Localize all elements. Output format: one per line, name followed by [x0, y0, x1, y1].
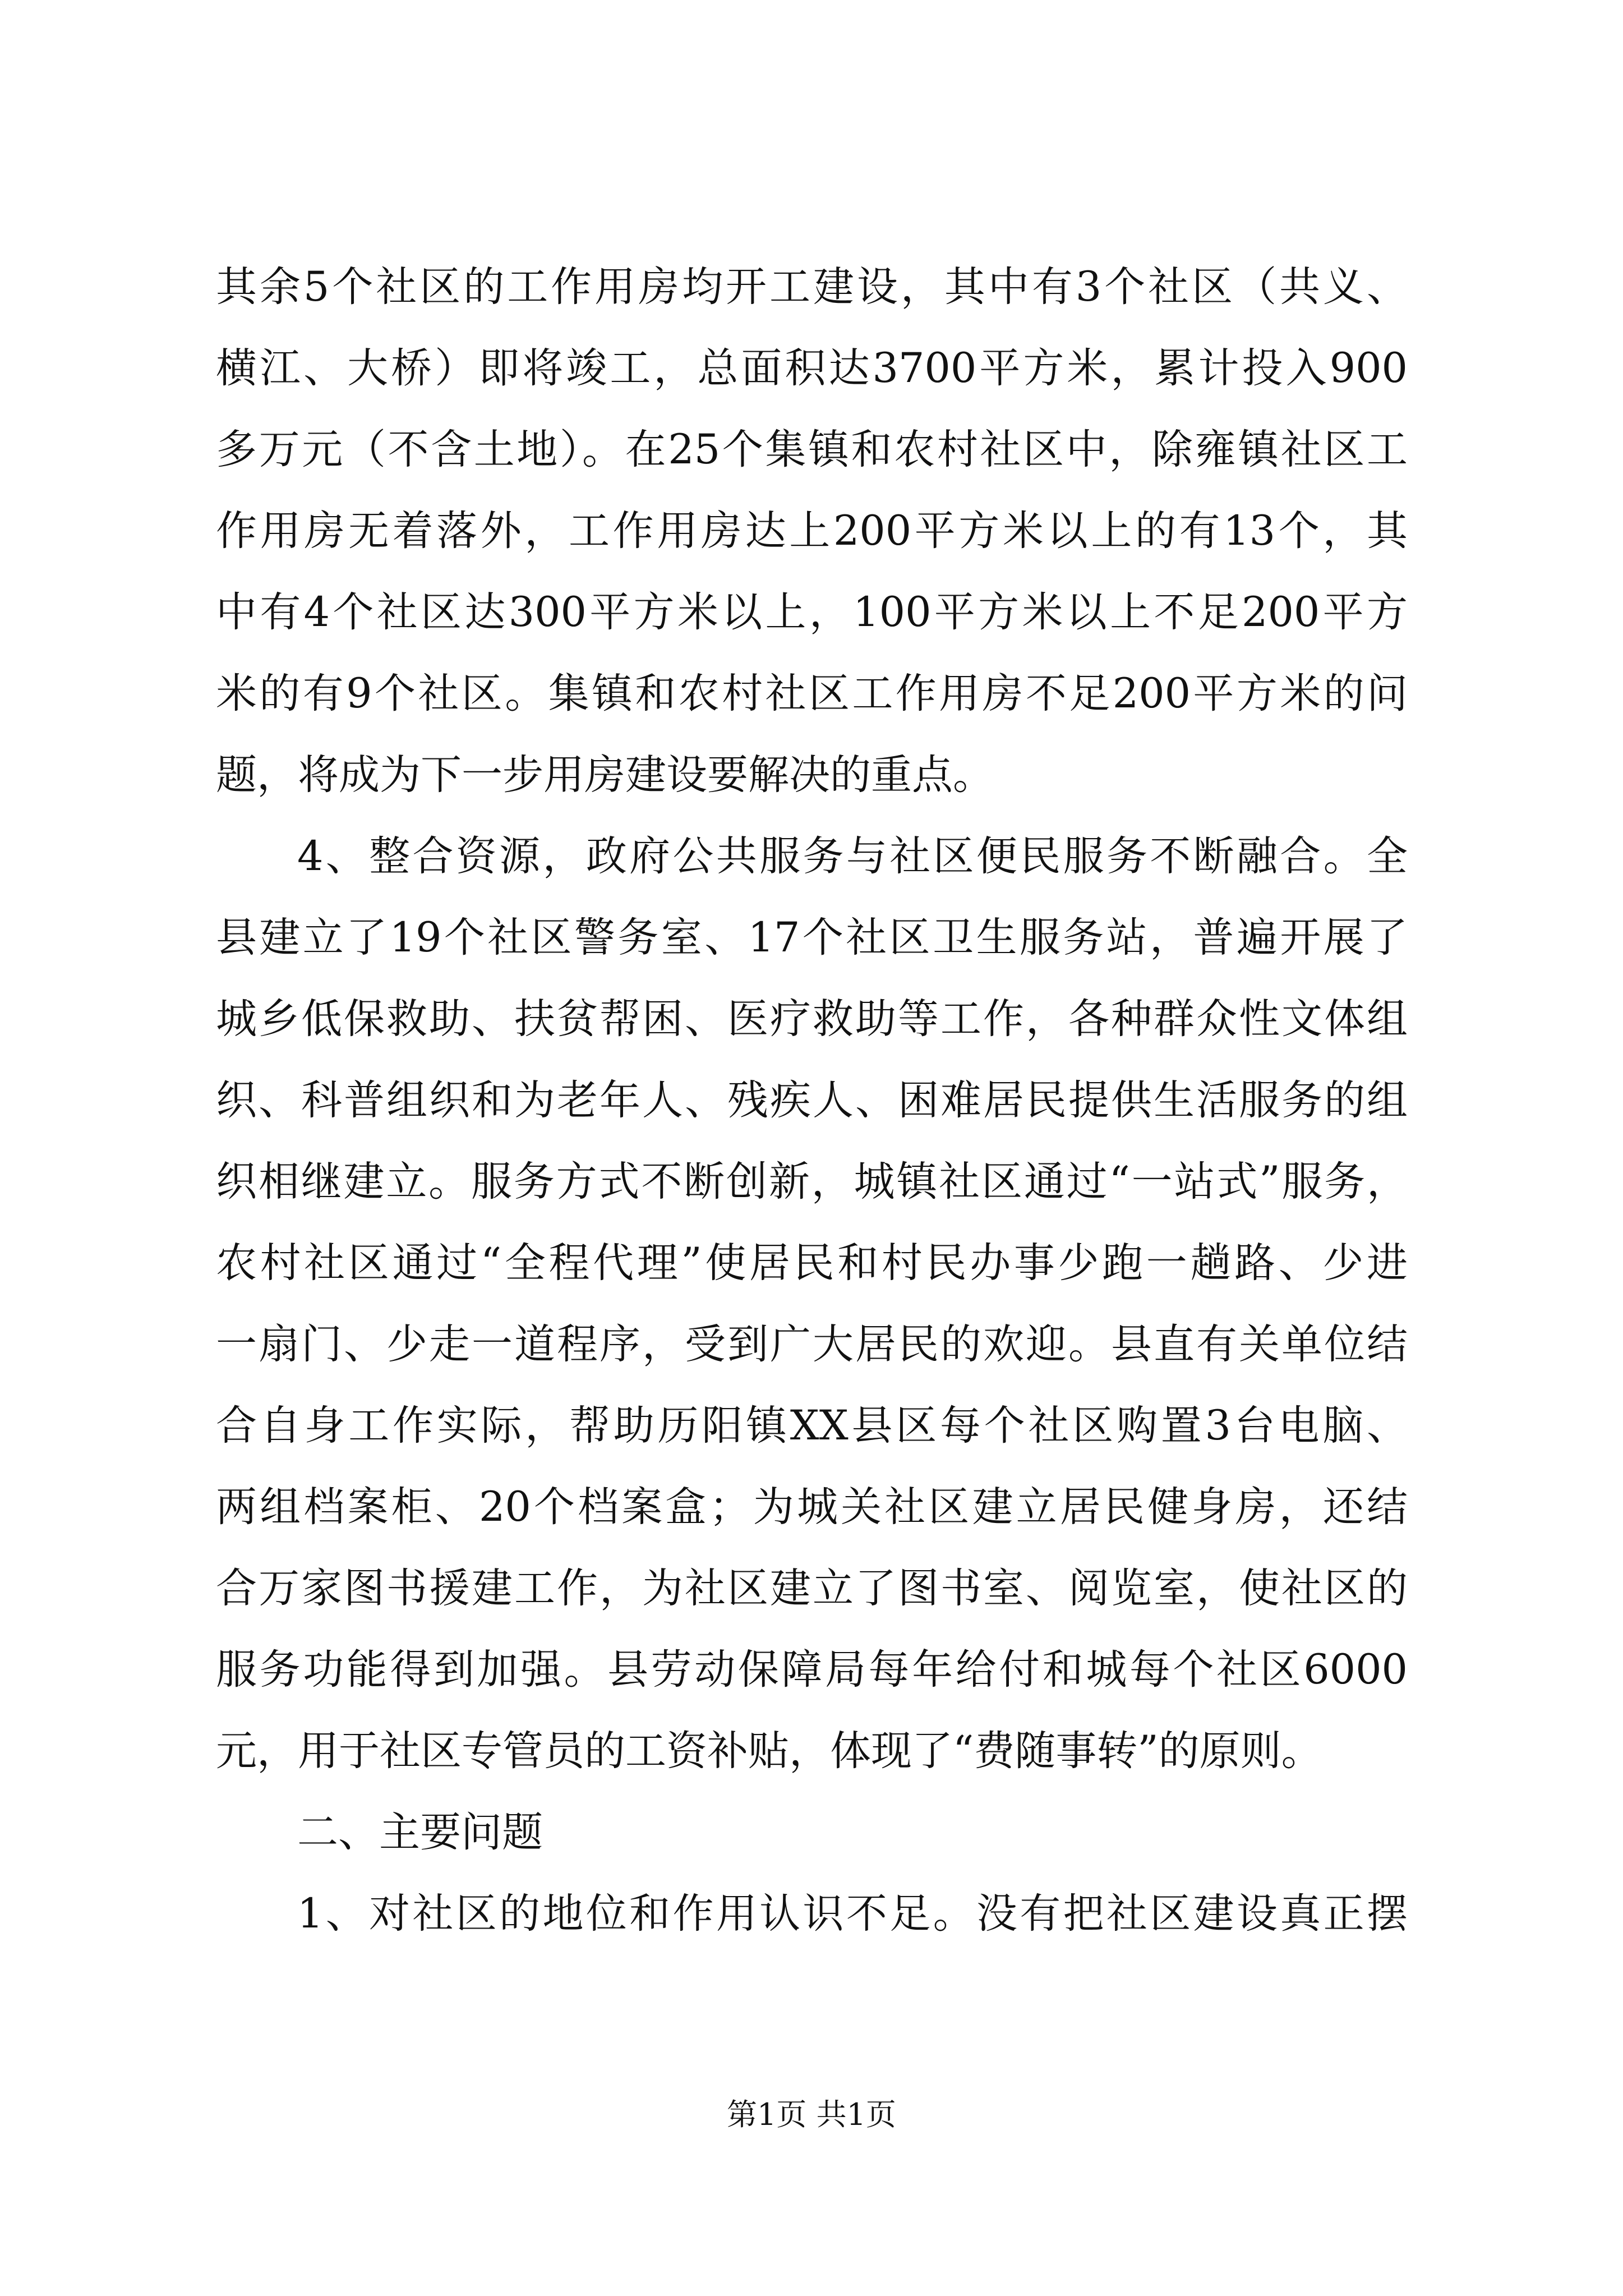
text-line: 服务功能得到加强。县劳动保障局每年给付和城每个社区6000 — [216, 1646, 1408, 1694]
text-line: 织相继建立。服务方式不断创新，城镇社区通过“一站式”服务， — [216, 1158, 1408, 1205]
text-line: 合万家图书援建工作，为社区建立了图书室、阅览室，使社区的 — [216, 1565, 1408, 1612]
text-line: 作用房无着落外，工作用房达上200平方米以上的有13个，其 — [216, 507, 1408, 555]
text-line: 县建立了19个社区警务室、17个社区卫生服务站，普遍开展了 — [216, 914, 1408, 961]
text-line: 横江、大桥）即将竣工，总面积达3700平方米，累计投入900 — [216, 344, 1408, 392]
text-line: 其余5个社区的工作用房均开工建设，其中有3个社区（共义、 — [216, 263, 1408, 311]
text-line: 农村社区通过“全程代理”使居民和村民办事少跑一趟路、少进 — [216, 1239, 1408, 1287]
text-line: 一扇门、少走一道程序，受到广大居民的欢迎。县直有关单位结 — [216, 1320, 1408, 1368]
text-line: 织、科普组织和为老年人、残疾人、困难居民提供生活服务的组 — [216, 1076, 1408, 1124]
section-heading: 二、主要问题 — [297, 1809, 543, 1856]
text-line: 城乡低保救助、扶贫帮困、医疗救助等工作，各种群众性文体组 — [216, 995, 1408, 1043]
paragraph-first-line: 4、整合资源，政府公共服务与社区便民服务不断融合。全 — [297, 832, 1408, 880]
text-line: 元，用于社区专管员的工资补贴，体现了“费随事转”的原则。 — [216, 1727, 1322, 1775]
paragraph-first-line: 1、对社区的地位和作用认识不足。没有把社区建设真正摆 — [297, 1890, 1408, 1938]
text-line: 合自身工作实际，帮助历阳镇XX县区每个社区购置3台电脑、 — [216, 1402, 1408, 1450]
text-line: 两组档案柜、20个档案盒；为城关社区建立居民健身房，还结 — [216, 1483, 1408, 1531]
text-line: 题，将成为下一步用房建设要解决的重点。 — [216, 751, 994, 799]
text-line: 中有4个社区达300平方米以上，100平方米以上不足200平方 — [216, 588, 1408, 636]
page-number-footer: 第1页 共1页 — [727, 2097, 896, 2132]
text-line: 米的有9个社区。集镇和农村社区工作用房不足200平方米的问 — [216, 670, 1408, 717]
text-line: 多万元（不含土地）。在25个集镇和农村社区中，除雍镇社区工 — [216, 426, 1408, 473]
